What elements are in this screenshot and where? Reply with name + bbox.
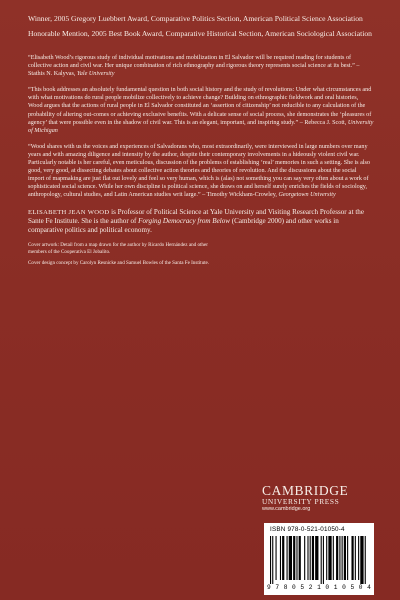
barcode-digit: 0 <box>358 584 363 591</box>
barcode-bar <box>315 536 318 580</box>
award-luebbert: Winner, 2005 Gregory Luebbert Award, Comparative Politics Section, American Political Science Association <box>28 14 363 23</box>
barcode-bar <box>342 536 343 580</box>
barcode-bar <box>310 536 311 580</box>
barcode-digit: 0 <box>325 584 330 591</box>
barcode-digit: 0 <box>342 584 346 591</box>
barcode-bar <box>333 536 334 580</box>
quote-institution: Georgetown University <box>278 192 336 199</box>
barcode-bar <box>276 536 277 580</box>
barcode-bar <box>293 536 295 580</box>
barcode-bar <box>360 536 363 584</box>
barcode-digit: 2 <box>308 584 313 591</box>
quote-institution: Yale University <box>76 71 115 78</box>
barcode-bar <box>272 536 273 584</box>
publisher-url: www.cambridge.org <box>262 506 311 512</box>
barcode-bar <box>304 536 305 580</box>
barcode-digit: 5 <box>350 584 355 591</box>
barcode-bar <box>326 536 327 580</box>
barcode-bar <box>270 536 271 584</box>
quote-wickham-crowley <box>28 143 374 200</box>
barcode-bar <box>347 536 348 580</box>
barcode-digits <box>267 584 371 591</box>
publisher-logo <box>262 484 382 513</box>
isbn-barcode <box>264 523 374 595</box>
barcode-bar <box>307 536 308 580</box>
award-honorable-mention: Honorable Mention, 2005 Best Book Award, Comparative Historical Section, American Sociological Association <box>28 29 372 38</box>
barcode-digit: 9 <box>267 584 271 591</box>
cover-artwork-credit: Cover artwork: Detail from a map drawn for the author by Ricardo Hernández and other members of the Cooperativa El Jobalito. <box>28 241 208 255</box>
barcode-bar <box>299 536 301 580</box>
barcode-bar <box>289 536 292 580</box>
barcode-bar <box>358 536 359 580</box>
barcode-bar <box>328 536 331 580</box>
publisher-name: CAMBRIDGE <box>262 483 349 498</box>
barcode-bar <box>282 536 284 580</box>
cover-text-column <box>28 14 374 271</box>
barcode-bar <box>365 536 366 584</box>
barcode-digit: 7 <box>275 584 280 591</box>
barcode-bar <box>336 536 338 580</box>
barcode-bar <box>323 536 324 584</box>
barcode-digit: 1 <box>333 584 338 591</box>
barcode-bar <box>355 536 356 580</box>
barcode-bar <box>321 536 322 584</box>
quote-text: “Wood shares with us the voices and experiences of Salvadorans who, most extraordinarily, were interviewed in large numbers over many years and with amazing diligence and intensity by the author, despite their contemporary involvements in a hideously violent civil war. Particularly notable is her careful, even meticulous, discussion of the problems of establishing ‘real’ memories in such a setting. She is also good, very good, at dissecting debates about collective action theories and theories of revolution. And the discussions about the social import of mapmaking are just flat out lovely and feel so very human, which is (alas) not something you can say very often about a work of sophisticated social science. While her own discipline is political science, she draws on and herself surely enriches the fields of sociology, anthropology, cultural studies, and Latin American studies writ large.” <box>28 143 370 199</box>
barcode-bar <box>312 536 314 580</box>
bio-text-2: (Cambridge 2000) and other works in comparative politics and political economy. <box>28 216 339 235</box>
quote-attribution: – Stathis N. Kalyvas, <box>28 63 360 78</box>
isbn-label: ISBN 978-0-521-01050-4 <box>270 526 345 533</box>
barcode-bar <box>344 536 346 580</box>
barcode-bar <box>296 536 297 580</box>
barcode-icon <box>270 536 368 584</box>
barcode-digit: 5 <box>300 584 305 591</box>
quote-text: “This book addresses an absolutely fundamental question in both social history and the study of revolutions: Under what circumstances and with what motivations do rural people mobilize collectively to achieve change? Building on ethnographic fieldwork and oral histories, Wood argues that the actions of rural people in El Salvador constituted an ‘assertion of citizenship’ not reducible to any calculation of the probability of altering out-comes or achieving exclusive benefits. With a delicate sense of social process, she demonstrates the ‘pleasures of agency’ that were possible even in the shadow of civil war. This is an elegant, important, and inspiring study.” <box>28 87 372 126</box>
barcode-bar <box>280 536 281 580</box>
quote-scott <box>28 86 374 135</box>
quote-text: “Elisabeth Wood’s rigorous study of individual motivations and mobilization in El Salvador will be required reading for students of collective action and civil war. Her unique combination of rich ethnography and rigorous theory represents social science at its best.” <box>28 55 355 70</box>
author-name: ELISABETH JEAN WOOD <box>28 208 110 216</box>
barcode-bar <box>287 536 288 580</box>
barcode-bar <box>339 536 340 580</box>
quote-attribution: – Timothy Wickham-Crowley, <box>200 192 279 199</box>
quote-institution: University of Michigan <box>28 119 374 134</box>
barcode-digit: 0 <box>292 584 296 591</box>
bio-text-1: is Professor of Political Science at Yale University and Visiting Research Professor at the Sante Fe Institute. She is the author of <box>28 207 364 225</box>
cover-design-credit: Cover design concept by Carolyn Resnicke and Samuel Bowles of the Santa Fe Institute. <box>28 259 210 266</box>
barcode-digit: 8 <box>283 584 288 591</box>
barcode-bar <box>351 536 353 580</box>
publisher-subtitle: UNIVERSITY PRESS <box>262 497 340 506</box>
author-bio <box>28 208 374 236</box>
quote-attribution: – Rebecca J. Scott, <box>298 119 348 126</box>
barcode-digit: 4 <box>367 584 371 591</box>
book-title: Forging Democracy from Below <box>138 216 231 225</box>
quote-kalyvas <box>28 54 374 78</box>
barcode-digit: 1 <box>317 584 321 591</box>
